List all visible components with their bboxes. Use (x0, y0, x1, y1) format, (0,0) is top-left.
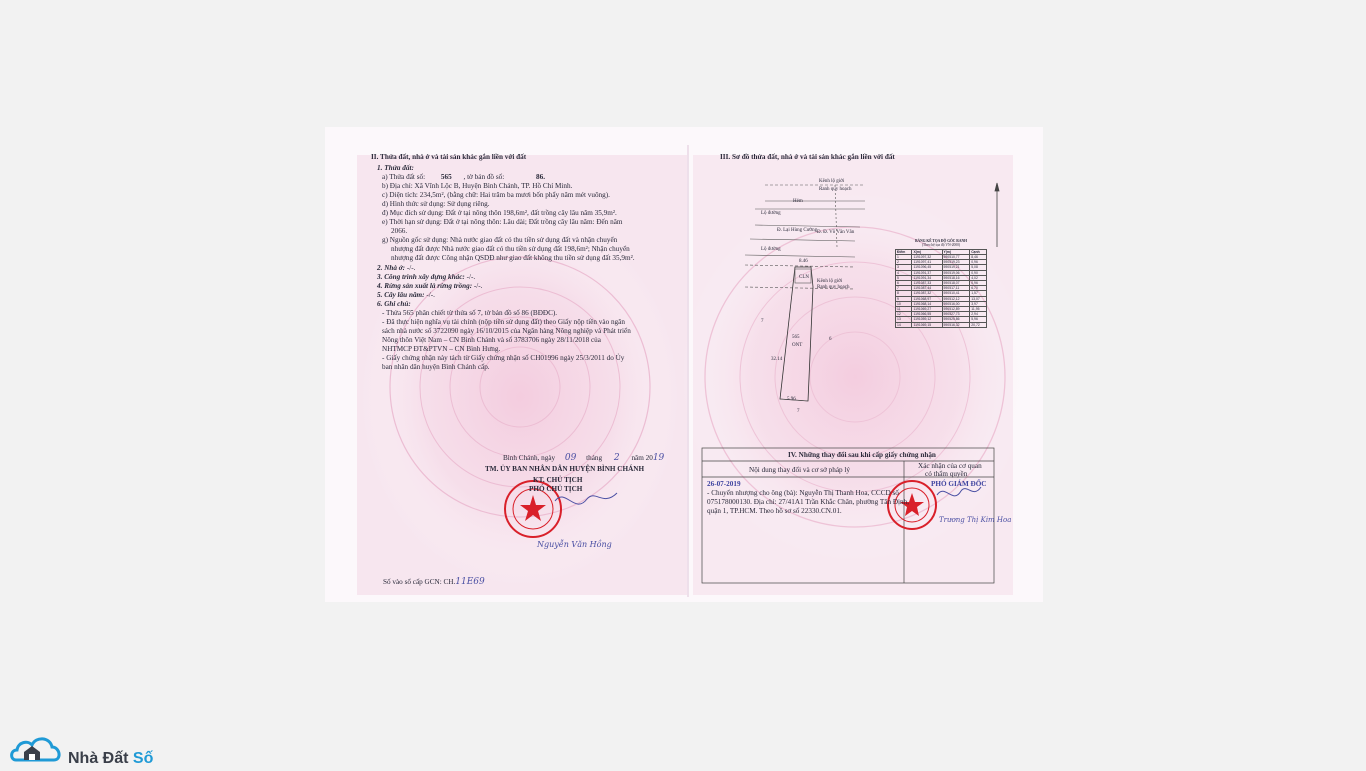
coords-cell: 13 (896, 317, 912, 322)
house-value: -/-. (406, 264, 416, 272)
coords-cell: 590518,16 (942, 275, 970, 280)
coords-cell: X(m) (912, 249, 942, 254)
map-label: , tờ bản đồ số: (463, 173, 505, 181)
coords-cell: Y(m) (942, 249, 970, 254)
coords-cell: 590519,06 (942, 270, 970, 275)
coords-cell: 1191087,33 (912, 281, 942, 286)
map-label-street: Đ. Lại Hùng Cường (777, 228, 818, 233)
date-year: 19 (652, 453, 665, 463)
house-label: 2. Nhà ở: (377, 264, 406, 272)
coords-cell: Điểm (896, 249, 912, 254)
sign-kt: KT. CHỦ TỊCH (533, 476, 583, 484)
coords-cell: 7 (896, 286, 912, 291)
map-label-neighbor-left: 7 (761, 319, 764, 324)
parcel-no: 565 (440, 173, 452, 181)
parcel-row (382, 173, 545, 182)
note-line: sách nhà nước số 3722090 ngày 16/10/2015 của Ngân hàng Nông nghiệp và Phát triển (382, 327, 631, 335)
forest-label: 4. Rừng sản xuất là rừng trồng: (377, 282, 473, 290)
map-label-lo-duong-top: Lộ đường (761, 211, 781, 216)
changes-entry-line-2: 075178000130. Địa chỉ: 27/41A1 Trần Khắc Chân, phường Tân Định, (707, 498, 910, 506)
coords-cell: 3,97 (970, 301, 987, 306)
note-line: - Giấy chứng nhận này tách từ Giấy chứng nhận số CH01996 ngày 25/3/2011 do Ủy (382, 354, 625, 362)
coords-cell: 1191068,14 (912, 301, 942, 306)
coords-cell: 0,96 (970, 281, 987, 286)
map-label-canal: Kênh lộ giới (819, 179, 845, 184)
forest-value: -/-. (473, 282, 483, 290)
forest-row (377, 282, 482, 291)
coords-cell: 4,02 (970, 275, 987, 280)
construction-row (377, 273, 475, 282)
coords-cell: 590525,86 (942, 317, 970, 322)
coords-cell: 5 (896, 275, 912, 280)
address: b) Địa chỉ: Xã Vĩnh Lộc B, Huyện Bình Chánh, TP. Hồ Chí Minh. (382, 182, 573, 190)
coords-cell: 2 (896, 260, 912, 265)
changes-stamp-role: PHÓ GIÁM ĐỐC (931, 480, 987, 488)
map-dim-bottom: 5.96 (787, 397, 796, 402)
logo-brand-a: Nhà Đất (68, 750, 129, 767)
map-label-ranh-mid: Ranh quy hoạch (817, 285, 850, 290)
map-label-kenh-mid: Kênh lộ giới (817, 279, 843, 284)
coords-cell: 590519,21 (942, 265, 970, 270)
changes-title: IV. Những thay đổi sau khi cấp giấy chứng nhận (788, 451, 936, 459)
coords-grid (895, 249, 987, 328)
coords-cell: 590519,23 (942, 260, 970, 265)
coords-cell: 8,46 (970, 255, 987, 260)
notes-title: 6. Ghi chú: (377, 300, 411, 308)
date-day: 09 (564, 453, 577, 463)
map-label-cln: CLN (799, 275, 809, 280)
map-dim-top: 8.46 (799, 259, 808, 264)
coords-cell: 1191068,97 (912, 296, 942, 301)
term-line-1: e) Thời hạn sử dụng: Đất ở tại nông thôn: Lâu dài; Đất trồng cây lâu năm: Đến năm (382, 218, 623, 226)
coords-cell: 1191069,15 (912, 322, 942, 327)
changes-stamp-date: 26-07-2019 (707, 480, 741, 488)
map-label-ranh: Ranh quy hoạch (819, 187, 852, 192)
coords-cell: 1191087,32 (912, 291, 942, 296)
note-line: - Thửa 565 phân chiết từ thửa số 7, tờ bản đồ số 86 (BĐĐC). (382, 309, 558, 317)
area: c) Diện tích: 234,5m², (bằng chữ: Hai trăm ba mươi bốn phẩy năm mét vuông). (382, 191, 610, 199)
coords-cell: 1191069,27 (912, 307, 942, 312)
map-label-hem: Hẻm (793, 199, 803, 204)
coords-cell: 1191091,34 (912, 275, 942, 280)
coords-cell: 1191087,44 (912, 286, 942, 291)
origin-line-1: g) Nguồn gốc sử dụng: Nhà nước giao đất có thu tiền sử dụng đất và nhận chuyển (382, 236, 618, 244)
register-no: 11E69 (455, 577, 485, 587)
map-dim-side: 32.14 (771, 357, 783, 362)
sign-role: PHÓ CHỦ TỊCH (529, 485, 583, 493)
parcel-label: a) Thửa đất số: (382, 173, 426, 181)
house-cloud-icon (8, 730, 66, 766)
map-label-parcel: 565 (792, 335, 800, 340)
coords-cell: Cạnh (970, 249, 987, 254)
right-section-title: III. Sơ đồ thửa đất, nhà ở và tài sản khác gắn liền với đất (720, 153, 895, 161)
note-line: ban nhân dân huyện Bình Chánh cấp. (382, 363, 490, 371)
logo-brand (68, 750, 153, 768)
coords-table (895, 239, 987, 328)
date-month-label: tháng (586, 454, 603, 462)
coords-cell: 6 (896, 281, 912, 286)
coords-cell: 0,96 (970, 260, 987, 265)
changes-stamp-signer: Trương Thị Kim Hoa (939, 516, 1012, 524)
purpose: đ) Mục đích sử dụng: Đất ở tại nông thôn 198,6m², đất trồng cây lâu năm 35,9m². (382, 209, 617, 217)
date-prefix: Bình Chánh, ngày (503, 454, 556, 462)
origin-line-2: nhượng đất được Nhà nước giao đất có thu tiền sử dụng đất 198,6m²; Nhận chuyển (391, 245, 630, 253)
coords-subtitle: (Theo hệ tọa độ VN-2000) (921, 243, 961, 248)
coords-cell: 20,72 (970, 322, 987, 327)
coords-cell: 1,57 (970, 291, 987, 296)
perennial-label: 5. Cây lâu năm: (377, 291, 425, 299)
coords-cell: 12 (896, 312, 912, 317)
note-line: Nông thôn Việt Nam – CN Bình Chánh và số 3783706 ngày 28/11/2018 của (382, 336, 601, 344)
coords-cell: 11 (896, 307, 912, 312)
coords-row (896, 322, 987, 327)
construction-label: 3. Công trình xây dựng khác: (377, 273, 465, 281)
coords-cell: 590517,11 (942, 286, 970, 291)
note-line: - Đã thực hiện nghĩa vụ tài chính (nộp tiền sử dụng đất) theo Giấy nộp tiền vào ngân (382, 318, 625, 326)
map-label-neighbor-right: 6 (829, 337, 832, 342)
signer-name: Nguyễn Văn Hồng (537, 540, 612, 549)
nha-dat-so-logo (8, 730, 158, 766)
coords-cell: 6,70 (970, 286, 987, 291)
ownership: d) Hình thức sử dụng: Sử dụng riêng. (382, 200, 490, 208)
note-line: NHTMCP ĐT&PTVN – CN Bình Hưng. (382, 345, 501, 353)
coords-cell: 2,94 (970, 312, 987, 317)
coords-cell: 1191097,32 (912, 255, 942, 260)
coords-cell: 1191059,12 (912, 317, 942, 322)
coords-cell: 0,90 (970, 270, 987, 275)
coords-title: BẢNG KÊ TỌA ĐỘ GÓC RANH (915, 239, 967, 243)
coords-cell: 9 (896, 296, 912, 301)
origin-line-3: nhượng đất được Công nhận QSDĐ như giao đất không thu tiền sử dụng đất 35,9m². (391, 254, 635, 262)
sign-date (503, 454, 664, 463)
left-section-title: II. Thửa đất, nhà ở và tài sản khác gắn liền với đất (371, 153, 527, 161)
coords-cell: 590512,89 (942, 307, 970, 312)
coords-cell: 8 (896, 291, 912, 296)
map-label-neighbor-bottom: 7 (797, 409, 800, 414)
register-row (383, 578, 485, 587)
coords-cell: 14 (896, 322, 912, 327)
changes-entry-line-3: quận 1, TP.HCM. Theo hồ sơ số 22330.CN.01. (707, 507, 842, 515)
coords-cell: 590516,00 (942, 301, 970, 306)
coords-cell: 1191091,37 (912, 270, 942, 275)
coords-cell: 11,95 (970, 307, 987, 312)
sign-org: TM. ỦY BAN NHÂN DÂN HUYỆN BÌNH CHÁNH (485, 465, 645, 473)
perennial-row (377, 291, 435, 300)
coords-cell: 5,96 (970, 317, 987, 322)
changes-col2-header-1: Xác nhận của cơ quan (918, 462, 982, 470)
map-label-street-right: Đ. Đ. Võ Văn Vân (817, 230, 855, 235)
register-label: Số vào sổ cấp GCN: CH. (383, 578, 456, 586)
coords-cell: 590527,73 (942, 312, 970, 317)
coords-cell: 1191066,55 (912, 312, 942, 317)
coords-cell: 5,08 (970, 265, 987, 270)
coords-cell: 13,07 (970, 296, 987, 301)
date-month: 2 (613, 453, 620, 463)
changes-col2-header-2: có thẩm quyền (925, 470, 968, 478)
coords-cell: 590510,77 (942, 255, 970, 260)
changes-col1-header: Nội dung thay đổi và cơ sở pháp lý (749, 466, 851, 474)
coords-cell: 590512,12 (942, 296, 970, 301)
coords-cell: 10 (896, 301, 912, 306)
coords-cell: 4 (896, 270, 912, 275)
coords-cell: 1 (896, 255, 912, 260)
date-year-label: năm 20 (631, 454, 653, 462)
construction-value: -/-. (466, 273, 476, 281)
coords-cell: 1191096,45 (912, 265, 942, 270)
map-label-lo-duong-mid: Lộ đường (761, 247, 781, 252)
sub1-title: 1. Thửa đất: (377, 164, 414, 172)
map-no: 86. (536, 173, 545, 181)
coords-cell: 590518,07 (942, 281, 970, 286)
coords-cell: 590510,41 (942, 291, 970, 296)
changes-entry-line-1: - Chuyển nhượng cho ông (bà): Nguyễn Thị Thanh Hoa, CCCD số (707, 489, 899, 497)
coords-cell: 1191097,41 (912, 260, 942, 265)
logo-brand-b: Số (132, 750, 154, 767)
coords-cell: 590516,32 (942, 322, 970, 327)
land-certificate-scan (325, 127, 1043, 602)
term-line-2: 2066. (391, 227, 408, 235)
perennial-value: -/-. (426, 291, 435, 299)
map-label-parcel-use: ONT (792, 343, 803, 348)
coords-cell: 3 (896, 265, 912, 270)
house-row (377, 264, 415, 273)
